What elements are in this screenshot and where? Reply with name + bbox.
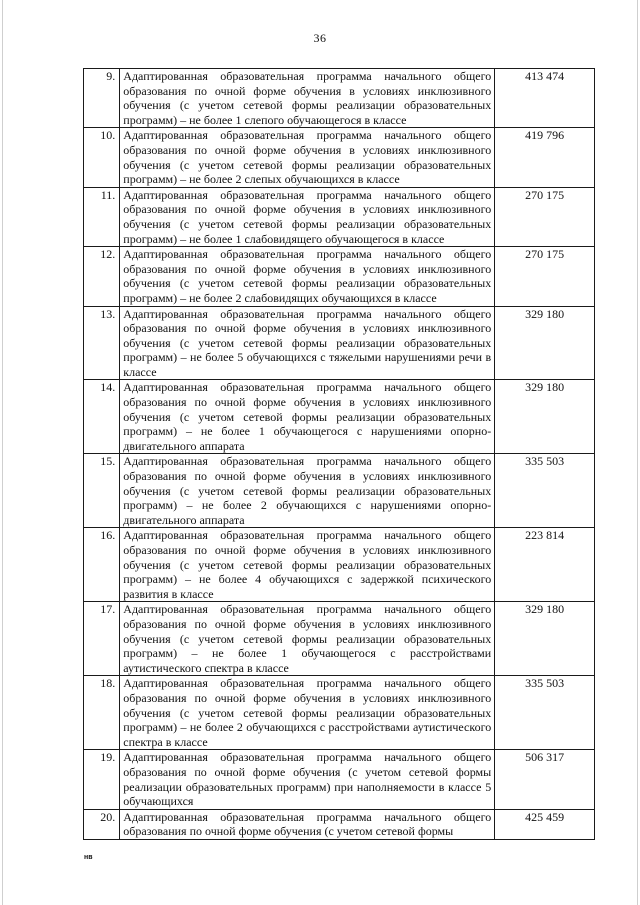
cost-value: 413 474	[495, 69, 595, 128]
footer-mark: нв	[84, 854, 93, 861]
table-row	[84, 454, 595, 528]
row-number: 11.	[84, 187, 120, 246]
cost-value: 329 180	[495, 306, 595, 380]
program-description: Адаптированная образовательная программа начального общего образования по очной форме обучения в условиях инклюзивного обучения (с учетом сетевой формы реализации образовательных программ) – не более 2 обучающихся с нарушениями опорно-двигательного аппарата	[120, 454, 495, 528]
scan-edge-left	[2, 0, 3, 905]
program-description: Адаптированная образовательная программа начального общего образования по очной форме обучения в условиях инклюзивного обучения (с учетом сетевой формы реализации образовательных программ) – не более 2 слабовидящих обучающихся в классе	[120, 247, 495, 306]
program-description: Адаптированная образовательная программа начального общего образования по очной форме обучения в условиях инклюзивного обучения (с учетом сетевой формы реализации образовательных программ) – не более 1 обучающегося с расстройствами аутистического спектра в классе	[120, 602, 495, 676]
table-row	[84, 602, 595, 676]
page-number: 36	[313, 31, 327, 45]
row-number: 17.	[84, 602, 120, 676]
row-number: 18.	[84, 676, 120, 750]
program-description: Адаптированная образовательная программа начального общего образования по очной форме обучения в условиях инклюзивного обучения (с учетом сетевой формы реализации образовательных программ) – не более 5 обучающихся с тяжелыми нарушениями речи в классе	[120, 306, 495, 380]
cost-value: 425 459	[495, 809, 595, 839]
row-number: 15.	[84, 454, 120, 528]
row-number: 14.	[84, 380, 120, 454]
table-row	[84, 750, 595, 809]
row-number: 12.	[84, 247, 120, 306]
table-row	[84, 676, 595, 750]
row-number: 19.	[84, 750, 120, 809]
table-row	[84, 380, 595, 454]
cost-value: 223 814	[495, 528, 595, 602]
tariff-table	[83, 68, 595, 840]
program-description: Адаптированная образовательная программа начального общего образования по очной форме обучения в условиях инклюзивного обучения (с учетом сетевой формы реализации образовательных программ) – не более 2 слепых обучающихся в классе	[120, 128, 495, 187]
program-description: Адаптированная образовательная программа начального общего образования по очной форме обучения в условиях инклюзивного обучения (с учетом сетевой формы реализации образовательных программ) – не более 1 слепого обучающегося в классе	[120, 69, 495, 128]
cost-value: 270 175	[495, 247, 595, 306]
program-description: Адаптированная образовательная программа начального общего образования по очной форме обучения в условиях инклюзивного обучения (с учетом сетевой формы реализации образовательных программ) – не более 4 обучающихся с задержкой психического развития в классе	[120, 528, 495, 602]
cost-value: 329 180	[495, 602, 595, 676]
table-row	[84, 809, 595, 839]
table-body	[84, 69, 595, 840]
cost-value: 335 503	[495, 676, 595, 750]
table-row	[84, 69, 595, 128]
row-number: 10.	[84, 128, 120, 187]
program-description: Адаптированная образовательная программа начального общего образования по очной форме обучения (с учетом сетевой формы реализации образовательных программ) при наполняемости в классе 5 обучающихся	[120, 750, 495, 809]
scan-edge-right	[637, 0, 638, 905]
row-number: 16.	[84, 528, 120, 602]
table-row	[84, 247, 595, 306]
row-number: 9.	[84, 69, 120, 128]
cost-value: 329 180	[495, 380, 595, 454]
cost-value: 506 317	[495, 750, 595, 809]
cost-value: 335 503	[495, 454, 595, 528]
table-row	[84, 306, 595, 380]
cost-value: 270 175	[495, 187, 595, 246]
program-description: Адаптированная образовательная программа начального общего образования по очной форме обучения в условиях инклюзивного обучения (с учетом сетевой формы реализации образовательных программ) – не более 1 слабовидящего обучающегося в классе	[120, 187, 495, 246]
program-description: Адаптированная образовательная программа начального общего образования по очной форме обучения в условиях инклюзивного обучения (с учетом сетевой формы реализации образовательных программ) – не более 1 обучающегося с нарушениями опорно-двигательного аппарата	[120, 380, 495, 454]
program-description: Адаптированная образовательная программа начального общего образования по очной форме обучения в условиях инклюзивного обучения (с учетом сетевой формы реализации образовательных программ) – не более 2 обучающихся с расстройствами аутистического спектра в классе	[120, 676, 495, 750]
table-row	[84, 128, 595, 187]
row-number: 13.	[84, 306, 120, 380]
table-row	[84, 187, 595, 246]
cost-value: 419 796	[495, 128, 595, 187]
row-number: 20.	[84, 809, 120, 839]
table-row	[84, 528, 595, 602]
program-description: Адаптированная образовательная программа начального общего образования по очной форме обучения (с учетом сетевой формы	[120, 809, 495, 839]
